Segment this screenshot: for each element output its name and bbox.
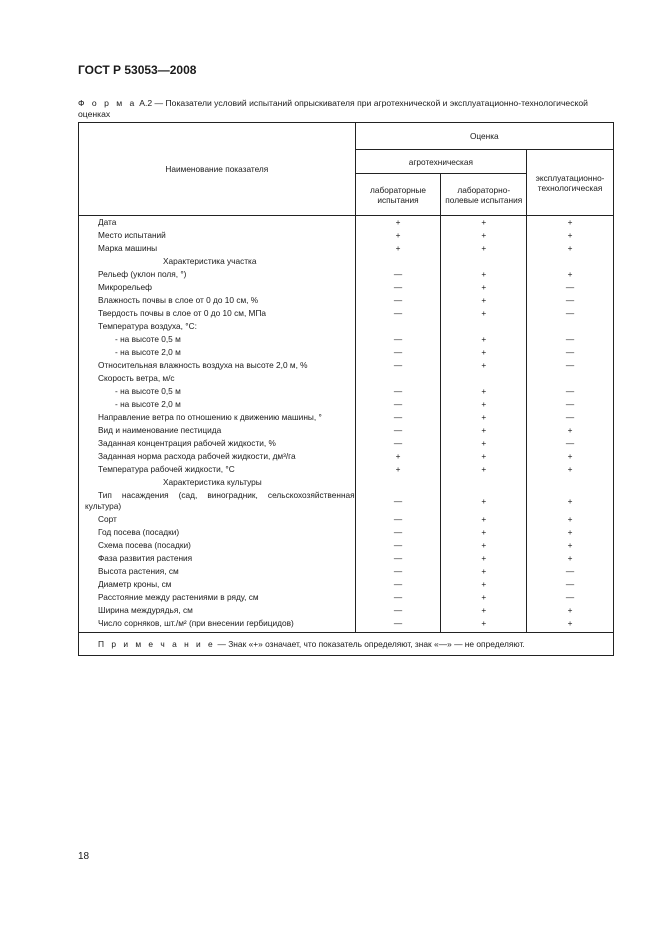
table-row xyxy=(79,385,614,398)
value-field: + xyxy=(441,552,527,565)
table-row xyxy=(79,617,614,633)
indicator-name: Место испытаний xyxy=(79,229,356,242)
value-lab: — xyxy=(355,359,441,372)
table-row xyxy=(79,346,614,359)
table-row xyxy=(79,450,614,463)
value-exploit xyxy=(527,372,614,385)
value-exploit: — xyxy=(527,281,614,294)
table-row xyxy=(79,526,614,539)
value-exploit: — xyxy=(527,346,614,359)
value-lab: — xyxy=(355,424,441,437)
value-lab: + xyxy=(355,229,441,242)
indicator-name: Год посева (посадки) xyxy=(79,526,356,539)
value-lab: — xyxy=(355,617,441,633)
value-field: + xyxy=(441,539,527,552)
indicator-name: Скорость ветра, м/с xyxy=(79,372,356,385)
value-exploit: — xyxy=(527,565,614,578)
value-lab xyxy=(355,476,441,489)
table-row xyxy=(79,216,614,230)
header-indicator-name: Наименование показателя xyxy=(79,123,356,216)
value-field: + xyxy=(441,437,527,450)
value-lab: — xyxy=(355,333,441,346)
value-exploit: + xyxy=(527,424,614,437)
table-row xyxy=(79,604,614,617)
value-exploit xyxy=(527,255,614,268)
indicator-name: Относительная влажность воздуха на высоте 2,0 м, % xyxy=(79,359,356,372)
value-exploit xyxy=(527,320,614,333)
value-exploit: — xyxy=(527,398,614,411)
value-exploit: — xyxy=(527,411,614,424)
indicator-name: Заданная норма расхода рабочей жидкости, дм³/га xyxy=(79,450,356,463)
value-exploit: + xyxy=(527,268,614,281)
indicator-name: Твердость почвы в слое от 0 до 10 см, МПа xyxy=(79,307,356,320)
value-exploit xyxy=(527,476,614,489)
value-field: + xyxy=(441,617,527,633)
value-exploit: + xyxy=(527,463,614,476)
value-field: + xyxy=(441,513,527,526)
value-field: + xyxy=(441,450,527,463)
page-number: 18 xyxy=(78,851,90,862)
table-row xyxy=(79,552,614,565)
value-field: + xyxy=(441,268,527,281)
value-field xyxy=(441,255,527,268)
indicator-name: Высота растения, см xyxy=(79,565,356,578)
indicator-name: - на высоте 0,5 м xyxy=(79,385,356,398)
value-exploit: — xyxy=(527,591,614,604)
value-field: + xyxy=(441,333,527,346)
note-text: — Знак «+» означает, что показатель определяют, знак «—» — не определяют. xyxy=(215,638,525,649)
value-exploit: + xyxy=(527,526,614,539)
value-exploit: + xyxy=(527,539,614,552)
value-lab: — xyxy=(355,526,441,539)
value-lab: — xyxy=(355,398,441,411)
indicator-name: Фаза развития растения xyxy=(79,552,356,565)
value-exploit: + xyxy=(527,216,614,230)
table-row xyxy=(79,437,614,450)
value-exploit: — xyxy=(527,307,614,320)
header-agrotechnical: агротехническая xyxy=(355,150,526,174)
table-row xyxy=(79,281,614,294)
value-exploit: — xyxy=(527,385,614,398)
form-caption xyxy=(78,98,608,120)
value-exploit: + xyxy=(527,604,614,617)
indicator-name: Микрорельеф xyxy=(79,281,356,294)
indicator-name: Число сорняков, шт./м² (при внесении гербицидов) xyxy=(79,617,356,633)
value-field xyxy=(441,320,527,333)
value-lab: — xyxy=(355,591,441,604)
value-field: + xyxy=(441,385,527,398)
value-lab: — xyxy=(355,281,441,294)
value-lab: + xyxy=(355,242,441,255)
table-row xyxy=(79,463,614,476)
table-row xyxy=(79,476,614,489)
table-row xyxy=(79,565,614,578)
value-field: + xyxy=(441,591,527,604)
value-exploit: + xyxy=(527,617,614,633)
table-row xyxy=(79,513,614,526)
table-row xyxy=(79,411,614,424)
value-lab: — xyxy=(355,513,441,526)
value-lab: — xyxy=(355,565,441,578)
value-lab: + xyxy=(355,216,441,230)
value-exploit: + xyxy=(527,552,614,565)
value-field: + xyxy=(441,526,527,539)
table-row xyxy=(79,489,614,513)
table-row xyxy=(79,539,614,552)
value-lab xyxy=(355,320,441,333)
value-lab: — xyxy=(355,294,441,307)
value-lab: — xyxy=(355,437,441,450)
value-lab: — xyxy=(355,307,441,320)
value-exploit: — xyxy=(527,437,614,450)
value-field: + xyxy=(441,565,527,578)
value-lab: — xyxy=(355,268,441,281)
table-row xyxy=(79,333,614,346)
header-lab-field-tests: лабораторно-полевые испытания xyxy=(441,174,527,216)
indicator-name: Рельеф (уклон поля, °) xyxy=(79,268,356,281)
indicator-name: Диаметр кроны, см xyxy=(79,578,356,591)
table-row xyxy=(79,398,614,411)
value-field: + xyxy=(441,424,527,437)
indicator-name: Характеристика культуры xyxy=(79,476,356,489)
indicators-table xyxy=(78,122,614,656)
indicator-name: Схема посева (посадки) xyxy=(79,539,356,552)
indicator-name: Расстояние между растениями в ряду, см xyxy=(79,591,356,604)
indicator-name: - на высоте 2,0 м xyxy=(79,346,356,359)
value-field: + xyxy=(441,216,527,230)
table-row xyxy=(79,578,614,591)
table-row xyxy=(79,268,614,281)
table-body xyxy=(79,216,614,656)
table-row xyxy=(79,591,614,604)
value-lab: — xyxy=(355,346,441,359)
value-exploit: + xyxy=(527,450,614,463)
value-lab: — xyxy=(355,539,441,552)
header-evaluation: Оценка xyxy=(355,123,613,150)
indicator-name: Дата xyxy=(79,216,356,230)
indicator-name: Характеристика участка xyxy=(79,255,356,268)
table-note xyxy=(79,633,614,656)
value-exploit: + xyxy=(527,229,614,242)
value-field: + xyxy=(441,578,527,591)
value-exploit: + xyxy=(527,489,614,513)
value-field xyxy=(441,476,527,489)
value-field: + xyxy=(441,411,527,424)
indicator-name: Направление ветра по отношению к движению машины, ° xyxy=(79,411,356,424)
value-lab: + xyxy=(355,450,441,463)
indicator-name: Ширина междурядья, см xyxy=(79,604,356,617)
value-lab: + xyxy=(355,463,441,476)
value-lab xyxy=(355,255,441,268)
value-exploit: + xyxy=(527,242,614,255)
value-field: + xyxy=(441,398,527,411)
value-lab: — xyxy=(355,411,441,424)
value-lab: — xyxy=(355,552,441,565)
table-row xyxy=(79,359,614,372)
indicator-name: - на высоте 0,5 м xyxy=(79,333,356,346)
indicator-name: Температура рабочей жидкости, °С xyxy=(79,463,356,476)
indicator-name: Заданная концентрация рабочей жидкости, % xyxy=(79,437,356,450)
table-row xyxy=(79,320,614,333)
value-exploit: — xyxy=(527,294,614,307)
value-field: + xyxy=(441,242,527,255)
value-lab xyxy=(355,372,441,385)
indicator-name: Марка машины xyxy=(79,242,356,255)
value-exploit: — xyxy=(527,333,614,346)
value-field: + xyxy=(441,307,527,320)
table-row xyxy=(79,307,614,320)
table-row xyxy=(79,242,614,255)
note-row xyxy=(79,633,614,656)
value-exploit: + xyxy=(527,513,614,526)
header-lab-tests: лабораторные испытания xyxy=(355,174,441,216)
table-row xyxy=(79,255,614,268)
value-lab: — xyxy=(355,385,441,398)
indicator-name: Сорт xyxy=(79,513,356,526)
table-row xyxy=(79,424,614,437)
indicator-name: Вид и наименование пестицида xyxy=(79,424,356,437)
value-lab: — xyxy=(355,604,441,617)
value-field: + xyxy=(441,489,527,513)
note-label: П р и м е ч а н и е xyxy=(98,638,216,649)
value-lab: — xyxy=(355,578,441,591)
table-row xyxy=(79,372,614,385)
value-field: + xyxy=(441,359,527,372)
value-field: + xyxy=(441,229,527,242)
value-field: + xyxy=(441,281,527,294)
value-field: + xyxy=(441,463,527,476)
value-field: + xyxy=(441,604,527,617)
value-lab: — xyxy=(355,489,441,513)
table-row xyxy=(79,229,614,242)
form-word: Ф о р м а xyxy=(78,98,137,108)
value-field: + xyxy=(441,294,527,307)
table-row xyxy=(79,294,614,307)
value-exploit: — xyxy=(527,359,614,372)
form-caption-text: А.2 — Показатели условий испытаний опрыскивателя при агротехнической и эксплуатационно-технологической оценках xyxy=(78,98,588,119)
indicator-name: Тип насаждения (сад, виноградник, сельскохозяйственная культура) xyxy=(79,489,356,513)
indicator-name: Влажность почвы в слое от 0 до 10 см, % xyxy=(79,294,356,307)
value-field: + xyxy=(441,346,527,359)
indicator-name: Температура воздуха, °С: xyxy=(79,320,356,333)
indicator-name: - на высоте 2,0 м xyxy=(79,398,356,411)
value-exploit: — xyxy=(527,578,614,591)
header-exploitation: эксплуатационно-технологическая xyxy=(527,150,614,216)
document-title: ГОСТ Р 53053—2008 xyxy=(78,63,197,77)
value-field xyxy=(441,372,527,385)
